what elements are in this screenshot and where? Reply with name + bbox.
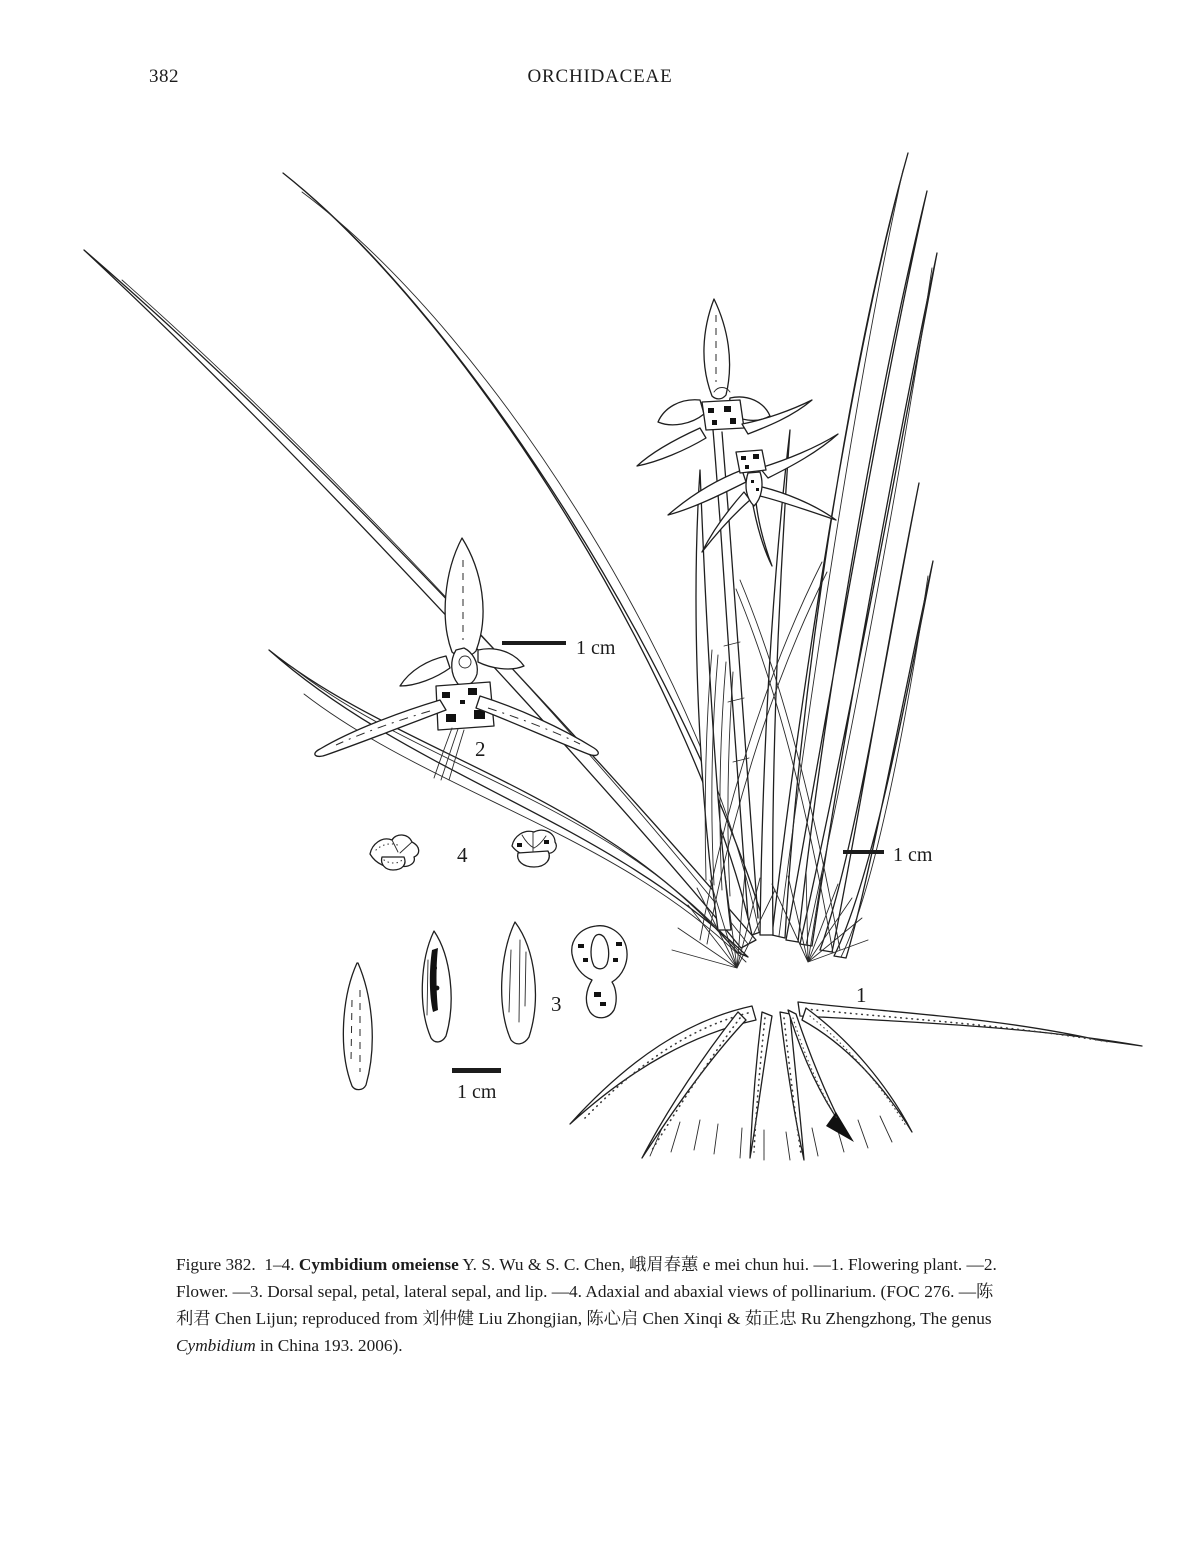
caption-line-4 xyxy=(176,1332,1046,1359)
label-pollinarium: 4 xyxy=(457,843,468,867)
parts-scale-label: 1 cm xyxy=(457,1081,497,1103)
label-flower: 2 xyxy=(475,737,486,761)
detached-flower xyxy=(315,538,598,780)
plant-leaves xyxy=(84,153,937,962)
flower-scale-label: 1 cm xyxy=(576,637,616,659)
caption-line4-rest: in China 193. 2006). xyxy=(255,1336,403,1355)
caption-lead: Figure 382. 1–4. xyxy=(176,1255,299,1274)
caption-taxon: Cymbidium omeiense xyxy=(298,1255,459,1274)
label-floral-parts: 3 xyxy=(551,992,562,1016)
flower-scale-bar xyxy=(502,637,616,659)
plant-scale-label: 1 cm xyxy=(893,844,933,866)
plant-roots xyxy=(570,1002,1142,1160)
plant-flowers xyxy=(637,299,838,566)
pollinarium-abaxial xyxy=(512,830,556,867)
parts-scale-bar xyxy=(452,1068,501,1103)
lip xyxy=(572,926,627,1018)
petal xyxy=(422,931,451,1042)
figure-caption xyxy=(176,1251,1046,1359)
caption-genus-italic: Cymbidium xyxy=(176,1336,256,1355)
caption-line-3: 利君 Chen Lijun; reproduced from 刘仲健 Liu Zhongjian, 陈心启 Chen Xinqi & 茹正忠 Ru Zhengzhong, The genus xyxy=(176,1309,992,1328)
pollinarium-adaxial xyxy=(370,835,419,870)
caption-line-2: Flower. —3. Dorsal sepal, petal, lateral sepal, and lip. —4. Adaxial and abaxial views of pollinarium. (FOC 276. —陈 xyxy=(176,1282,994,1301)
caption-line1-rest: Y. S. Wu & S. C. Chen, 峨眉春蕙 e mei chun hui. —1. Flowering plant. —2. xyxy=(458,1255,997,1274)
label-flowering-plant: 1 xyxy=(856,983,867,1007)
caption-line-1 xyxy=(176,1251,1046,1278)
plant-scale-bar xyxy=(843,844,933,866)
lateral-sepal xyxy=(502,922,536,1044)
page-number: 382 xyxy=(149,66,179,87)
running-head: ORCHIDACEAE xyxy=(527,66,673,87)
dorsal-sepal xyxy=(343,963,372,1090)
